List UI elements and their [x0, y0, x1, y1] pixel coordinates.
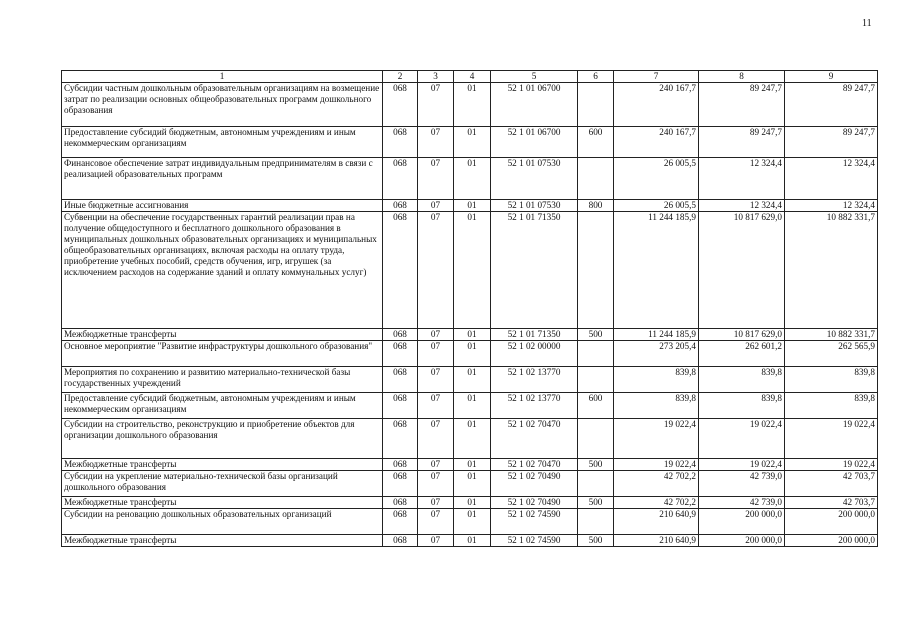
section-cell: 07 — [418, 212, 454, 329]
amount-col8-cell: 200 000,0 — [699, 535, 785, 547]
amount-col8-cell: 12 324,4 — [699, 158, 785, 200]
expense-type-cell: 600 — [578, 393, 614, 419]
amount-col7-cell: 11 244 185,9 — [614, 329, 699, 341]
amount-col7-cell: 839,8 — [614, 393, 699, 419]
table-row — [62, 535, 878, 547]
header-cell: 1 — [62, 71, 383, 83]
table-row — [62, 471, 878, 497]
section-cell: 07 — [418, 535, 454, 547]
section-cell: 07 — [418, 509, 454, 535]
section-cell: 07 — [418, 200, 454, 212]
subsection-cell: 01 — [454, 471, 491, 497]
target-article-cell: 52 1 01 71350 — [491, 329, 578, 341]
amount-col7-cell: 19 022,4 — [614, 459, 699, 471]
target-article-cell: 52 1 01 07530 — [491, 158, 578, 200]
table-row — [62, 329, 878, 341]
row-name-cell: Финансовое обеспечение затрат индивидуальным предпринимателям в связи с реализацией образовательных программ — [62, 158, 383, 200]
page-number: 11 — [862, 18, 872, 29]
code-grbs-cell: 068 — [383, 212, 418, 329]
amount-col9-cell: 89 247,7 — [785, 127, 878, 158]
header-cell: 2 — [383, 71, 418, 83]
expense-type-cell — [578, 367, 614, 393]
expense-type-cell — [578, 509, 614, 535]
row-name-cell: Межбюджетные трансферты — [62, 329, 383, 341]
amount-col7-cell: 42 702,2 — [614, 497, 699, 509]
table-row — [62, 200, 878, 212]
amount-col8-cell: 12 324,4 — [699, 200, 785, 212]
table-row — [62, 367, 878, 393]
amount-col7-cell: 42 702,2 — [614, 471, 699, 497]
table-row — [62, 158, 878, 200]
expense-type-cell: 800 — [578, 200, 614, 212]
expense-type-cell — [578, 419, 614, 459]
amount-col9-cell: 262 565,9 — [785, 341, 878, 367]
amount-col7-cell: 273 205,4 — [614, 341, 699, 367]
amount-col7-cell: 210 640,9 — [614, 509, 699, 535]
target-article-cell: 52 1 02 70490 — [491, 471, 578, 497]
subsection-cell: 01 — [454, 83, 491, 127]
row-name-cell: Субсидии на строительство, реконструкцию и приобретение объектов для организации дошкольного образования — [62, 419, 383, 459]
code-grbs-cell: 068 — [383, 497, 418, 509]
section-cell: 07 — [418, 329, 454, 341]
amount-col8-cell: 42 739,0 — [699, 471, 785, 497]
amount-col7-cell: 19 022,4 — [614, 419, 699, 459]
row-name-cell: Предоставление субсидий бюджетным, автономным учреждениям и иным некоммерческим организациям — [62, 127, 383, 158]
table-row — [62, 393, 878, 419]
header-cell: 9 — [785, 71, 878, 83]
amount-col8-cell: 10 817 629,0 — [699, 212, 785, 329]
code-grbs-cell: 068 — [383, 535, 418, 547]
amount-col9-cell: 42 703,7 — [785, 497, 878, 509]
subsection-cell: 01 — [454, 497, 491, 509]
target-article-cell: 52 1 02 74590 — [491, 509, 578, 535]
code-grbs-cell: 068 — [383, 329, 418, 341]
row-name-cell: Предоставление субсидий бюджетным, автономным учреждениям и иным некоммерческим организациям — [62, 393, 383, 419]
target-article-cell: 52 1 01 71350 — [491, 212, 578, 329]
code-grbs-cell: 068 — [383, 367, 418, 393]
subsection-cell: 01 — [454, 509, 491, 535]
subsection-cell: 01 — [454, 341, 491, 367]
amount-col8-cell: 89 247,7 — [699, 83, 785, 127]
section-cell: 07 — [418, 341, 454, 367]
row-name-cell: Мероприятия по сохранению и развитию материально-технической базы государственных учреждений — [62, 367, 383, 393]
section-cell: 07 — [418, 127, 454, 158]
expense-type-cell: 600 — [578, 127, 614, 158]
amount-col9-cell: 839,8 — [785, 367, 878, 393]
table-row — [62, 497, 878, 509]
subsection-cell: 01 — [454, 419, 491, 459]
target-article-cell: 52 1 02 00000 — [491, 341, 578, 367]
amount-col8-cell: 19 022,4 — [699, 419, 785, 459]
amount-col9-cell: 839,8 — [785, 393, 878, 419]
budget-table — [61, 70, 878, 547]
table-row — [62, 459, 878, 471]
amount-col9-cell: 19 022,4 — [785, 459, 878, 471]
section-cell: 07 — [418, 471, 454, 497]
amount-col7-cell: 839,8 — [614, 367, 699, 393]
amount-col8-cell: 42 739,0 — [699, 497, 785, 509]
table-row — [62, 509, 878, 535]
subsection-cell: 01 — [454, 212, 491, 329]
row-name-cell: Субсидии на реновацию дошкольных образовательных организаций — [62, 509, 383, 535]
target-article-cell: 52 1 02 70470 — [491, 459, 578, 471]
code-grbs-cell: 068 — [383, 393, 418, 419]
code-grbs-cell: 068 — [383, 509, 418, 535]
expense-type-cell — [578, 471, 614, 497]
header-cell: 5 — [491, 71, 578, 83]
amount-col9-cell: 89 247,7 — [785, 83, 878, 127]
amount-col9-cell: 10 882 331,7 — [785, 212, 878, 329]
subsection-cell: 01 — [454, 367, 491, 393]
row-name-cell: Субсидии частным дошкольным образовательным организациям на возмещение затрат по реализации основных общеобразовательных программ дошкольного образования — [62, 83, 383, 127]
table-row — [62, 83, 878, 127]
amount-col7-cell: 26 005,5 — [614, 158, 699, 200]
header-cell: 4 — [454, 71, 491, 83]
target-article-cell: 52 1 02 74590 — [491, 535, 578, 547]
expense-type-cell — [578, 212, 614, 329]
amount-col8-cell: 262 601,2 — [699, 341, 785, 367]
code-grbs-cell: 068 — [383, 127, 418, 158]
section-cell: 07 — [418, 367, 454, 393]
expense-type-cell — [578, 158, 614, 200]
target-article-cell: 52 1 02 13770 — [491, 393, 578, 419]
row-name-cell: Межбюджетные трансферты — [62, 459, 383, 471]
amount-col9-cell: 200 000,0 — [785, 509, 878, 535]
row-name-cell: Межбюджетные трансферты — [62, 497, 383, 509]
amount-col9-cell: 12 324,4 — [785, 200, 878, 212]
section-cell: 07 — [418, 497, 454, 509]
subsection-cell: 01 — [454, 535, 491, 547]
amount-col9-cell: 10 882 331,7 — [785, 329, 878, 341]
section-cell: 07 — [418, 83, 454, 127]
expense-type-cell — [578, 83, 614, 127]
target-article-cell: 52 1 01 06700 — [491, 127, 578, 158]
header-cell: 3 — [418, 71, 454, 83]
table-row — [62, 127, 878, 158]
row-name-cell: Субвенции на обеспечение государственных гарантий реализации прав на получение общедоступного и бесплатного дошкольного образования в муниципальных дошкольных образовательных организациях и муниципальных общеобразовательных организациях, включая расходы на оплату труда, приобретение учебных пособий, средств обучения, игр, игрушек (за исключением расходов на содержание зданий и оплату коммунальных услуг) — [62, 212, 383, 329]
code-grbs-cell: 068 — [383, 158, 418, 200]
amount-col8-cell: 200 000,0 — [699, 509, 785, 535]
expense-type-cell: 500 — [578, 329, 614, 341]
code-grbs-cell: 068 — [383, 419, 418, 459]
subsection-cell: 01 — [454, 158, 491, 200]
amount-col9-cell: 19 022,4 — [785, 419, 878, 459]
table-row — [62, 212, 878, 329]
amount-col7-cell: 210 640,9 — [614, 535, 699, 547]
code-grbs-cell: 068 — [383, 200, 418, 212]
row-name-cell: Иные бюджетные ассигнования — [62, 200, 383, 212]
code-grbs-cell: 068 — [383, 83, 418, 127]
amount-col9-cell: 42 703,7 — [785, 471, 878, 497]
amount-col8-cell: 89 247,7 — [699, 127, 785, 158]
amount-col8-cell: 19 022,4 — [699, 459, 785, 471]
header-cell: 6 — [578, 71, 614, 83]
section-cell: 07 — [418, 393, 454, 419]
subsection-cell: 01 — [454, 200, 491, 212]
subsection-cell: 01 — [454, 329, 491, 341]
amount-col9-cell: 12 324,4 — [785, 158, 878, 200]
target-article-cell: 52 1 01 07530 — [491, 200, 578, 212]
section-cell: 07 — [418, 459, 454, 471]
code-grbs-cell: 068 — [383, 459, 418, 471]
header-cell: 7 — [614, 71, 699, 83]
row-name-cell: Межбюджетные трансферты — [62, 535, 383, 547]
code-grbs-cell: 068 — [383, 471, 418, 497]
amount-col7-cell: 11 244 185,9 — [614, 212, 699, 329]
row-name-cell: Основное мероприятие "Развитие инфраструктуры дошкольного образования" — [62, 341, 383, 367]
amount-col7-cell: 240 167,7 — [614, 83, 699, 127]
subsection-cell: 01 — [454, 393, 491, 419]
amount-col8-cell: 839,8 — [699, 393, 785, 419]
subsection-cell: 01 — [454, 127, 491, 158]
target-article-cell: 52 1 01 06700 — [491, 83, 578, 127]
target-article-cell: 52 1 02 13770 — [491, 367, 578, 393]
amount-col7-cell: 26 005,5 — [614, 200, 699, 212]
section-cell: 07 — [418, 158, 454, 200]
expense-type-cell: 500 — [578, 535, 614, 547]
amount-col9-cell: 200 000,0 — [785, 535, 878, 547]
expense-type-cell: 500 — [578, 497, 614, 509]
amount-col7-cell: 240 167,7 — [614, 127, 699, 158]
target-article-cell: 52 1 02 70470 — [491, 419, 578, 459]
code-grbs-cell: 068 — [383, 341, 418, 367]
section-cell: 07 — [418, 419, 454, 459]
subsection-cell: 01 — [454, 459, 491, 471]
table-header-row — [62, 71, 878, 83]
expense-type-cell: 500 — [578, 459, 614, 471]
table-row — [62, 341, 878, 367]
table-row — [62, 419, 878, 459]
row-name-cell: Субсидии на укрепление материально-технической базы организаций дошкольного образования — [62, 471, 383, 497]
header-cell: 8 — [699, 71, 785, 83]
expense-type-cell — [578, 341, 614, 367]
amount-col8-cell: 839,8 — [699, 367, 785, 393]
target-article-cell: 52 1 02 70490 — [491, 497, 578, 509]
amount-col8-cell: 10 817 629,0 — [699, 329, 785, 341]
